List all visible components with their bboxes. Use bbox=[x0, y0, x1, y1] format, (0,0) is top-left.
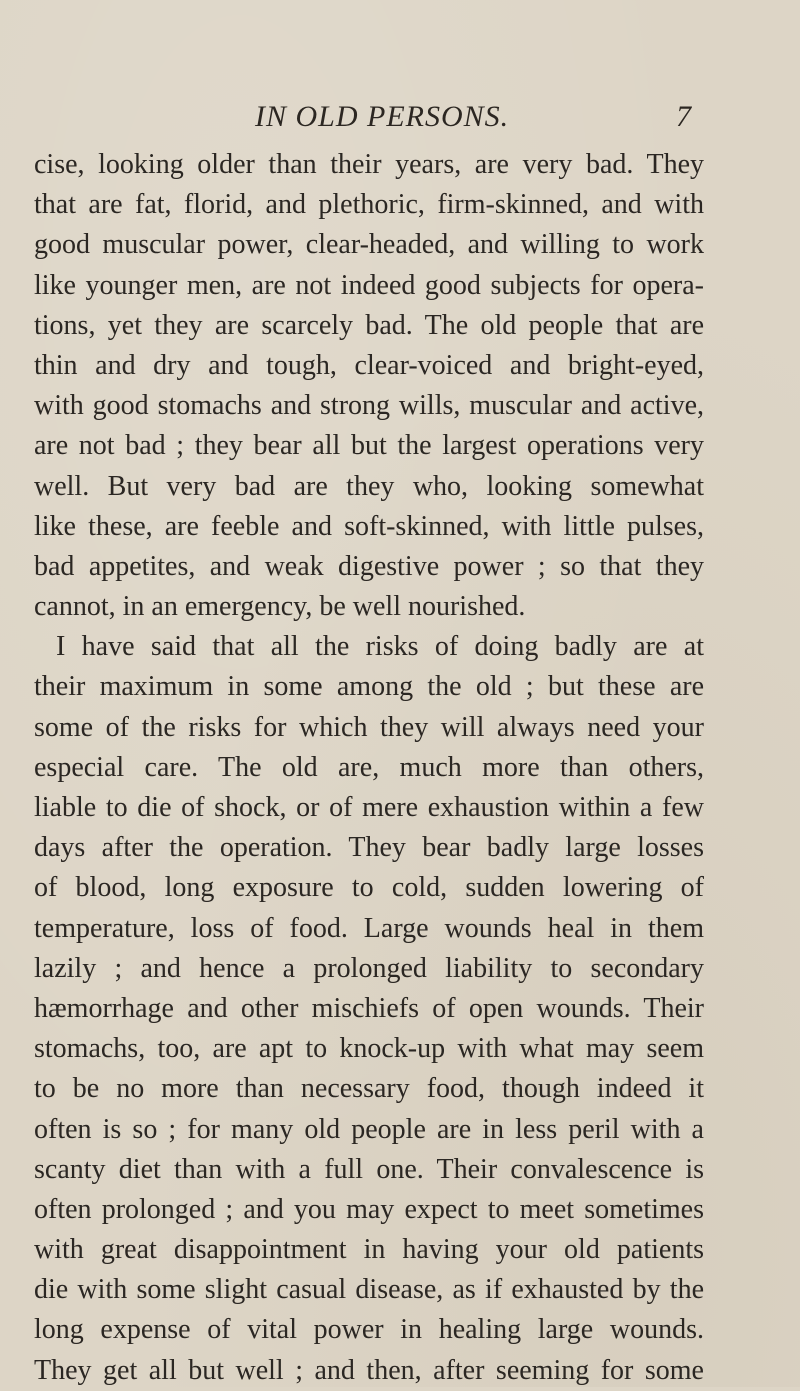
text-line: good muscular power, clear-headed, and willing to work bbox=[34, 229, 704, 261]
text-line: are not bad ; they bear all but the largest operations very bbox=[34, 430, 704, 462]
text-line: some of the risks for which they will always need your bbox=[34, 711, 704, 743]
text-line: to be no more than necessary food, though indeed it bbox=[34, 1073, 704, 1105]
body-text bbox=[34, 145, 704, 1391]
text-line: die with some slight casual disease, as if exhausted by the bbox=[34, 1274, 704, 1306]
running-head bbox=[0, 100, 800, 140]
text-line: often prolonged ; and you may expect to meet sometimes bbox=[34, 1193, 704, 1225]
text-line: scanty diet than with a full one. Their convalescence is bbox=[34, 1153, 704, 1185]
text-line: cise, looking older than their years, are very bad. They bbox=[34, 149, 704, 180]
text-line: of blood, long exposure to cold, sudden lowering of bbox=[34, 872, 704, 904]
text-line: often is so ; for many old people are in less peril with a bbox=[34, 1113, 704, 1145]
text-line: liable to die of shock, or of mere exhaustion within a few bbox=[34, 792, 704, 823]
text-line: their maximum in some among the old ; but these are bbox=[34, 671, 704, 703]
text-line: temperature, loss of food. Large wounds heal in them bbox=[34, 912, 704, 944]
running-title: IN OLD PERSONS. bbox=[255, 100, 510, 133]
text-line: with great disappointment in having your old patients bbox=[34, 1234, 704, 1266]
page-number: 7 bbox=[676, 100, 691, 133]
text-line: bad appetites, and weak digestive power ; so that they bbox=[34, 550, 704, 582]
text-line: well. But very bad are they who, looking somewhat bbox=[34, 470, 704, 502]
text-line: with good stomachs and strong wills, muscular and active, bbox=[34, 390, 704, 422]
text-line: that are fat, florid, and plethoric, firm-skinned, and with bbox=[34, 189, 704, 221]
text-line: lazily ; and hence a prolonged liability to secondary bbox=[34, 952, 704, 984]
text-line: like these, are feeble and soft-skinned, with little pulses, bbox=[34, 510, 704, 542]
text-line: hæmorrhage and other mischiefs of open wounds. Their bbox=[34, 992, 704, 1024]
text-line: tions, yet they are scarcely bad. The old people that are bbox=[34, 309, 704, 341]
text-line: long expense of vital power in healing large wounds. bbox=[34, 1314, 704, 1346]
text-line: especial care. The old are, much more than others, bbox=[34, 751, 704, 783]
text-line: like younger men, are not indeed good subjects for opera- bbox=[34, 269, 704, 301]
text-line: stomachs, too, are apt to knock-up with what may seem bbox=[34, 1033, 704, 1065]
text-line: cannot, in an emergency, be well nourished. bbox=[34, 591, 526, 623]
paragraph-start-line: I have said that all the risks of doing badly are at bbox=[56, 631, 704, 663]
text-line: days after the operation. They bear badly large losses bbox=[34, 832, 704, 864]
text-line: thin and dry and tough, clear-voiced and bright-eyed, bbox=[34, 349, 704, 381]
text-line: They get all but well ; and then, after seeming for some bbox=[34, 1354, 704, 1386]
